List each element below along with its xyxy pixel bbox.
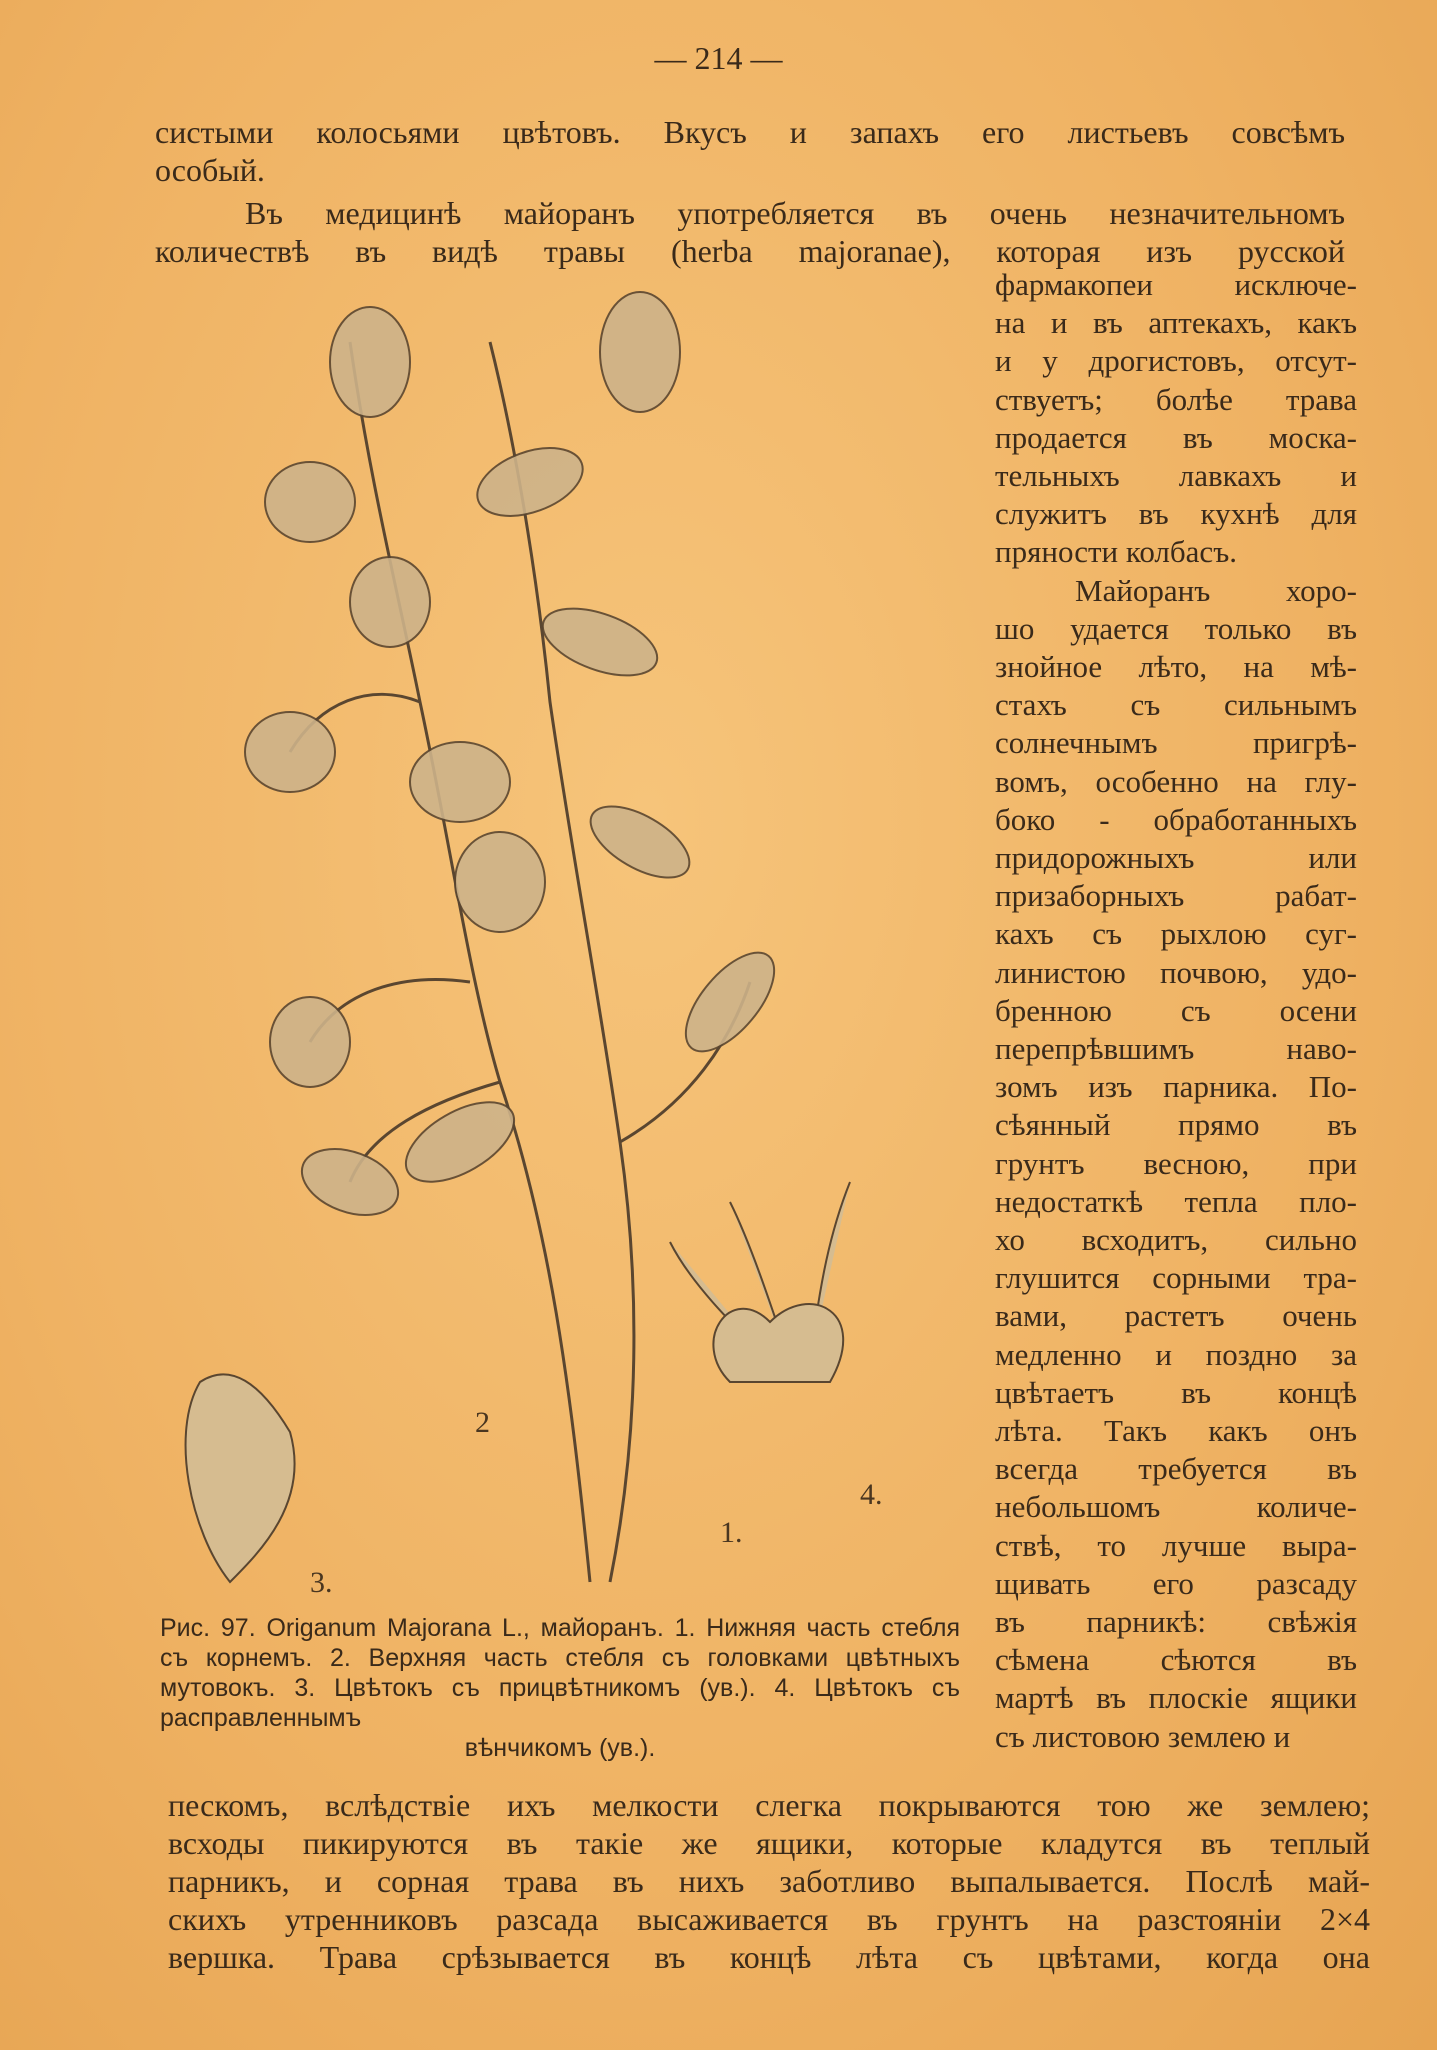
flower-4 xyxy=(713,1304,843,1382)
right-column-line: пряности колбасъ. xyxy=(995,534,1237,570)
right-column-line: на и въ аптекахъ, какъ xyxy=(995,305,1357,341)
plant-illustration xyxy=(170,282,980,1602)
figure-label-2: 2 xyxy=(475,1406,490,1439)
right-column-line: мартѣ въ плоскіе ящики xyxy=(995,1680,1357,1716)
right-column-line: кахъ съ рыхлою суг- xyxy=(995,916,1357,952)
figure-caption xyxy=(160,1613,960,1763)
right-column-line: щивать его разсаду xyxy=(995,1565,1357,1601)
text-line: количествѣ въ видѣ травы (herba majoranae), которая изъ русской xyxy=(155,233,1345,269)
right-column-line: продается въ моска- xyxy=(995,419,1357,455)
caption-last-line: вѣнчикомъ (ув.). xyxy=(464,1734,656,1762)
right-column-line: зомъ изъ парника. По- xyxy=(995,1069,1357,1105)
right-column-line: перепрѣвшимъ наво- xyxy=(995,1031,1357,1066)
text-line: вершка. Трава срѣзывается въ концѣ лѣта съ цвѣтами, когда она xyxy=(168,1939,1370,1975)
stem-lower-part xyxy=(490,342,634,1582)
right-column-line: лѣта. Такъ какъ онъ xyxy=(995,1413,1357,1448)
right-column-line: Майоранъ хоро- xyxy=(1075,572,1357,608)
right-column-line: бренною съ осени xyxy=(995,992,1357,1028)
right-column-line: стахъ съ сильнымъ xyxy=(995,687,1357,723)
figure-label-4: 4. xyxy=(860,1478,883,1511)
right-column-line: и у дрогистовъ, отсут- xyxy=(995,343,1357,379)
right-column-line: глушится сорными тра- xyxy=(995,1260,1357,1296)
right-column-line: тельныхъ лавкахъ и xyxy=(995,458,1357,493)
right-column-line: хо всходитъ, сильно xyxy=(995,1222,1357,1257)
text-line: систыми колосьями цвѣтовъ. Вкусъ и запахъ его листьевъ совсѣмъ xyxy=(155,114,1345,150)
figure-label-1: 1. xyxy=(720,1516,743,1549)
stem-upper-part xyxy=(350,342,590,1582)
right-column-line: сѣянный прямо въ xyxy=(995,1107,1357,1143)
right-column-line: въ парникѣ: свѣжія xyxy=(995,1604,1357,1639)
text-line: всходы пикируются въ такіе же ящики, которые кладутся въ теплый xyxy=(168,1825,1370,1861)
right-column-line: знойное лѣто, на мѣ- xyxy=(995,649,1357,684)
page-number: — 214 — xyxy=(654,40,783,76)
right-column-line: придорожныхъ или xyxy=(995,840,1357,875)
text-line: парникъ, и сорная трава въ нихъ заботливо выпалывается. Послѣ май- xyxy=(168,1863,1370,1899)
right-column-line: вомъ, особенно на глу- xyxy=(995,763,1357,799)
text-line: скихъ утренниковъ разсада высаживается въ грунтъ на разстояніи 2×4 xyxy=(168,1901,1370,1937)
right-column-line: всегда требуется въ xyxy=(995,1451,1357,1487)
right-column-line: служитъ въ кухнѣ для xyxy=(995,496,1357,532)
right-column-line: солнечнымъ пригрѣ- xyxy=(995,725,1357,761)
right-column-line: линистою почвою, удо- xyxy=(995,954,1357,990)
text-line: пескомъ, вслѣдствіе ихъ мелкости слегка покрываются тою же землею; xyxy=(168,1787,1370,1823)
right-column-line: медленно и поздно за xyxy=(995,1336,1357,1372)
right-column-line: грунтъ весною, при xyxy=(995,1145,1357,1181)
caption-text: Рис. 97. Origanum Majorana L., майоранъ. 1. Нижняя часть стебля съ корнемъ. 2. Верхняя часть стебля съ головками цвѣтныхъ мутовокъ. 3. Цвѣтокъ съ прицвѣтникомъ (ув.). 4. Цвѣтокъ съ расправленнымъ xyxy=(160,1614,960,1732)
right-column-line: ствуетъ; болѣе трава xyxy=(995,381,1357,417)
flower-3 xyxy=(186,1374,295,1582)
figure-label-3: 3. xyxy=(310,1566,333,1599)
right-column-line: небольшомъ количе- xyxy=(995,1489,1357,1525)
right-column-line: недостаткѣ тепла пло- xyxy=(995,1183,1357,1219)
text-line: Въ медицинѣ майоранъ употребляется въ очень незначительномъ xyxy=(245,195,1345,231)
right-column-line: призаборныхъ рабат- xyxy=(995,878,1357,914)
right-column-line: цвѣтаетъ въ концѣ xyxy=(995,1374,1357,1410)
right-column-line: шо удается только въ xyxy=(995,610,1357,646)
right-column-line: ствѣ, то лучше выра- xyxy=(995,1527,1357,1563)
right-column-line: съ листовою землею и xyxy=(995,1718,1291,1754)
right-column-line: вами, растетъ очень xyxy=(995,1298,1357,1334)
right-column-line: сѣмена сѣются въ xyxy=(995,1642,1357,1678)
text-line: особый. xyxy=(155,152,265,188)
right-column-line: фармакопеи исключе- xyxy=(995,267,1357,302)
right-column-line: боко - обработанныхъ xyxy=(995,801,1357,837)
